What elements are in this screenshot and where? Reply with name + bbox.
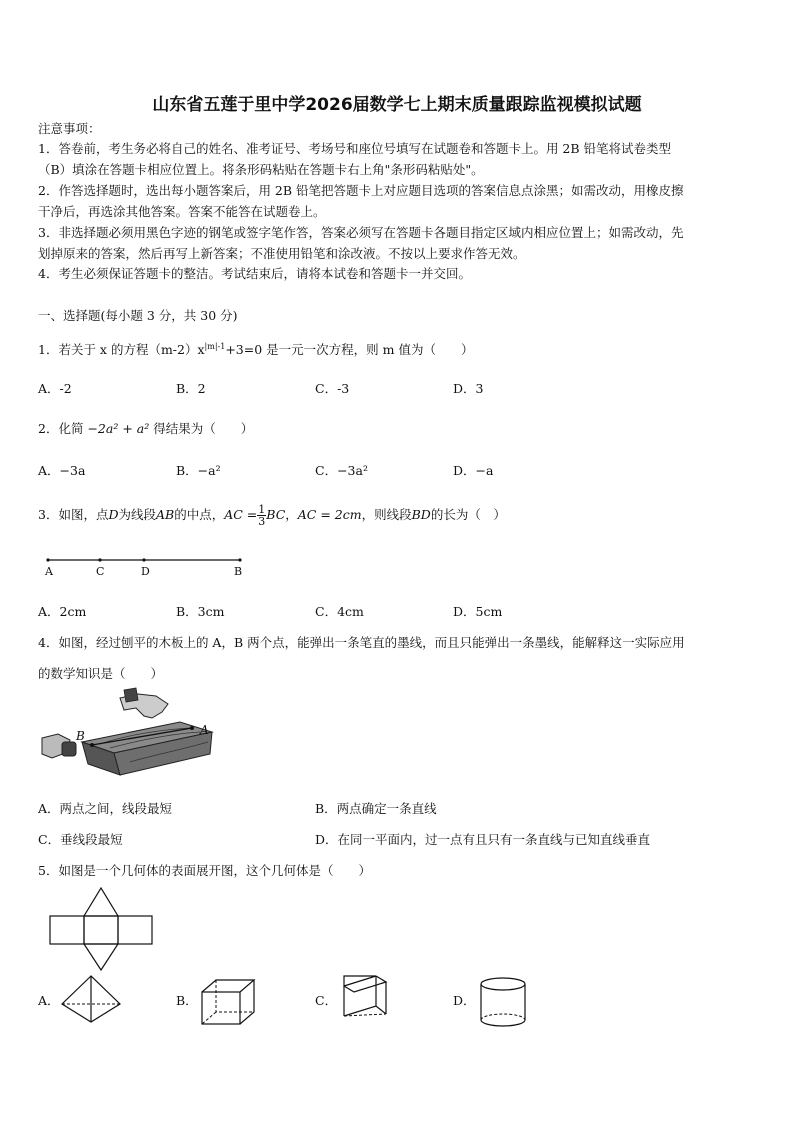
option-c: C．-3 bbox=[315, 381, 350, 396]
notice-line: 划掉原来的答案，然后再写上新答案；不准使用铅笔和涂改液。不按以上要求作答无效。 bbox=[38, 246, 526, 261]
option-a: A．2cm bbox=[38, 604, 87, 619]
page-title: 山东省五莲于里中学2026届数学七上期末质量跟踪监视模拟试题 bbox=[152, 95, 642, 115]
point-b bbox=[238, 558, 241, 561]
option-a: A．两点之间，线段最短 bbox=[38, 801, 173, 816]
option-b: B．2 bbox=[176, 381, 206, 396]
option-d: D． bbox=[453, 993, 476, 1008]
triangular-prism-shape bbox=[340, 972, 390, 1028]
math-expression: −2a² + a² bbox=[87, 421, 150, 436]
label-b: B bbox=[234, 565, 243, 578]
cylinder-shape bbox=[477, 976, 531, 1030]
question-2-stem: 2．化简 −2a² + a² 得结果为（ ） bbox=[38, 421, 254, 436]
section-heading: 一、选择题(每小题 3 分，共 30 分) bbox=[38, 308, 238, 323]
option-b: B． bbox=[176, 993, 198, 1008]
point-b bbox=[90, 743, 94, 747]
option-d: D．5cm bbox=[453, 604, 503, 619]
option-a: A． bbox=[38, 993, 60, 1008]
tetrahedron-shape bbox=[60, 974, 122, 1026]
notice-line: 干净后，再选涂其他答案。答案不能答在试题卷上。 bbox=[38, 204, 326, 219]
notice-line: （B）填涂在答题卡相应位置上。将条形码粘贴在答题卡右上角"条形码粘贴处"。 bbox=[38, 162, 484, 177]
option-c: C． bbox=[315, 993, 338, 1008]
cube-shape bbox=[198, 976, 260, 1028]
label-c: C bbox=[96, 565, 105, 578]
question-5-stem: 5．如图是一个几何体的表面展开图，这个几何体是（ ） bbox=[38, 863, 371, 878]
option-c: C．垂线段最短 bbox=[38, 832, 123, 847]
option-c: C．−3a² bbox=[315, 463, 368, 478]
label-a: A bbox=[45, 565, 53, 578]
fig-label-a: A bbox=[200, 723, 209, 737]
notice-line: 4．考生必须保证答题卡的整洁。考试结束后，请将本试卷和答题卡一并交回。 bbox=[38, 266, 471, 281]
notice-line: 3．非选择题必须用黑色字迹的钢笔或签字笔作答，答案必须写在答题卡各题目指定区域内相应位置上；如需改动，先 bbox=[38, 225, 684, 240]
option-c: C．4cm bbox=[315, 604, 364, 619]
point-c bbox=[98, 558, 101, 561]
question-4-stem-line2: 的数学知识是（ ） bbox=[38, 666, 164, 681]
prism-net-diagram bbox=[50, 888, 190, 970]
point-a bbox=[46, 558, 49, 561]
question-3-stem: 3．如图，点D为线段AB的中点，AC = $\frac{1}{3}$ BC，AC = 2cm，则线段BD的长为（ ） bbox=[38, 503, 506, 528]
point-a bbox=[190, 726, 194, 730]
option-a: A．−3a bbox=[38, 463, 86, 478]
option-b: B．3cm bbox=[176, 604, 225, 619]
fig-label-b: B bbox=[76, 729, 85, 743]
option-d: D．−a bbox=[453, 463, 494, 478]
notice-line: 1．答卷前，考生务必将自己的姓名、准考证号、考场号和座位号填写在试题卷和答题卡上。用 2B 铅笔将试卷类型 bbox=[38, 141, 672, 156]
point-d bbox=[142, 558, 145, 561]
option-b: B．两点确定一条直线 bbox=[315, 801, 437, 816]
option-b: B．−a² bbox=[176, 463, 221, 478]
option-d: D．3 bbox=[453, 381, 484, 396]
label-d: D bbox=[141, 565, 150, 578]
notice-heading: 注意事项： bbox=[38, 121, 101, 136]
option-d: D．在同一平面内，过一点有且只有一条直线与已知直线垂直 bbox=[315, 832, 651, 847]
woodboard-illustration bbox=[40, 690, 220, 790]
notice-line: 2．作答选择题时，选出每小题答案后，用 2B 铅笔把答题卡上对应题目选项的答案信息点涂黑；如需改动，用橡皮擦 bbox=[38, 183, 684, 198]
question-1-stem: 1．若关于 x 的方程$(m-2)x^{|m|-1}+3=0$ 是一元一次方程，则 m 值为（ ） bbox=[38, 342, 474, 358]
option-a: A．-2 bbox=[38, 381, 72, 396]
question-4-stem-line1: 4．如图，经过刨平的木板上的 A，B 两个点，能弹出一条笔直的墨线，而且只能弹出一条墨线，能解释这一实际应用 bbox=[38, 635, 685, 650]
